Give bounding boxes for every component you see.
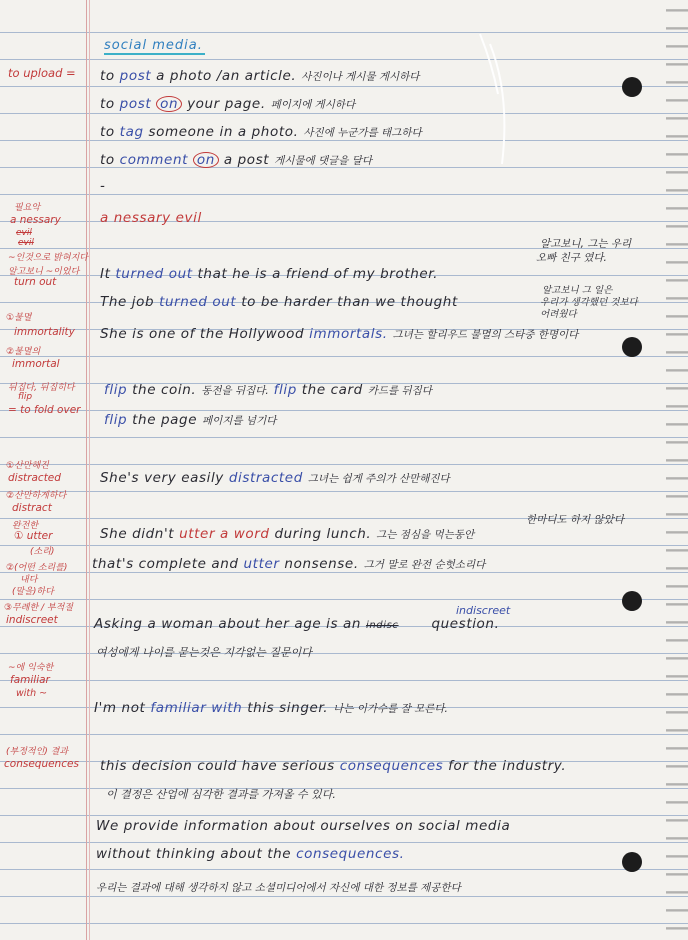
margin-note: ②불멸의 [6,347,41,357]
margin-note: (말을)하다 [12,587,54,597]
text: a photo /an article. [156,68,297,84]
margin-note: to upload = [8,66,76,80]
circled-preposition: on [193,152,219,168]
circled-preposition: on [156,96,182,112]
body-line [94,616,499,632]
body-line [100,152,372,168]
korean-translation: 그녀는 쉽게 주의가 산만해진다 [307,473,450,485]
body-line [92,556,485,572]
margin-note: consequences [4,758,79,770]
text: the page [132,412,198,428]
margin-note: 필요악 [14,203,41,213]
keyword: consequences [339,758,444,774]
text: to [100,96,115,112]
korean-translation: 동전을 뒤집다. [201,385,269,397]
body-line [104,412,276,428]
body-line [100,526,474,542]
text: The job [100,294,155,310]
text: for the industry. [448,758,567,774]
text: a post [223,152,270,168]
keyword: turned out [159,294,237,310]
korean-translation: 카드를 뒤집다 [367,385,432,397]
korean-translation: 게시물에 댓글을 달다 [274,155,373,167]
keyword: consequences. [296,846,405,862]
margin-note: ②(어떤 소리를) [6,563,68,573]
text: your page. [187,96,266,112]
body-line [100,294,458,310]
page-title: social media. [104,38,203,53]
margin-line [86,0,87,940]
text: She is one of the Hollywood [100,326,305,342]
text: It [100,266,111,282]
margin-note: 알고보니 ~이었다 [8,267,80,277]
text: that's complete and [92,556,239,572]
margin-note: ③무례한 / 부적절 [4,603,73,613]
margin-note: immortality [14,326,75,338]
text: I'm not [94,700,146,716]
margin-note: flip [18,392,33,402]
korean-translation: 그거 말로 완전 순헛소리다 [363,559,486,571]
margin-note: (부정적인) 결과 [6,747,69,757]
margin-note: ~에 익숙한 [8,663,54,673]
korean-translation: 우리는 결과에 대해 생각하지 않고 소셜미디어에서 자신에 대한 정보를 제공한다 [96,882,461,894]
body-line [100,68,419,84]
margin-note: ①산만해진 [6,461,49,471]
body-line [104,382,432,398]
margin-line-inner [89,0,90,940]
margin-note: 완전한 [12,521,39,531]
punch-hole [622,591,642,611]
margin-note: a nessary [10,214,61,226]
punch-hole [622,337,642,357]
text: to be harder than we thought [241,294,458,310]
keyword: post [119,96,152,112]
keyword: flip [104,412,128,428]
keyword: distracted [228,470,303,486]
korean-translation: 그는 점심을 먹는동안 [376,529,475,541]
side-note: 오빠 친구 였다. [536,252,607,264]
margin-note: (소리) [30,547,55,557]
margin-note: ②산만하게하다 [6,491,67,501]
side-note: 알고보니 그 일은 [542,285,613,296]
punch-hole [622,77,642,97]
margin-note: turn out [14,276,57,288]
text: this decision could have serious [100,758,335,774]
text: nonsense. [284,556,359,572]
margin-note: evil [18,238,34,248]
korean-translation: 그녀는 할리우드 불멸의 스타중 한명이다 [392,329,579,341]
margin-note: 내다 [20,575,38,585]
body-line [94,700,448,716]
keyword: tag [119,124,144,140]
text: to [100,68,115,84]
margin-note: distracted [8,472,61,484]
body-line: - [100,178,106,194]
body-line [100,758,566,774]
body-line [100,96,355,112]
korean-translation: 사진에 누군가를 태그하다 [303,127,422,139]
inserted-word: indiscreet [456,604,511,617]
pen-stroke-mark [468,24,528,174]
struck-word: indisc [365,620,399,631]
spiral-binding [666,0,688,940]
body-line: a nessary evil [100,210,202,226]
margin-note: immortal [12,358,60,370]
margin-note: with ~ [16,688,48,699]
side-note: 알고보니, 그는 우리 [540,238,632,250]
margin-note: ① utter [14,530,53,542]
text: without thinking about the [96,846,292,862]
keyword: flip [104,382,128,398]
keyword: turned out [115,266,193,282]
text: someone in a photo. [148,124,299,140]
keyword: flip [273,382,297,398]
body-line [100,266,438,282]
keyword: utter a word [179,526,270,542]
keyword: utter [243,556,280,572]
text: during lunch. [274,526,372,542]
punch-hole [622,852,642,872]
margin-note: indiscreet [6,614,58,626]
body-line: We provide information about ourselves on social media [96,818,511,834]
side-note: 한마디도 하지 않았다 [526,514,624,526]
keyword: immortals. [309,326,388,342]
text: to [100,152,115,168]
margin-note: distract [12,502,52,514]
text: to [100,124,115,140]
body-line [100,124,422,140]
text: that he is a friend of my brother. [197,266,439,282]
text: She's very easily [100,470,224,486]
margin-note: 뒤집다, 뒤집히다 [8,383,75,393]
side-note: 우리가 생각했던 것보다 [540,297,638,308]
text: question. [431,616,500,632]
text: this singer. [247,700,329,716]
korean-translation: 페이지를 넘기다 [202,415,277,427]
text: She didn't [100,526,175,542]
korean-translation: 나는 이가수를 잘 모른다. [333,703,448,715]
body-line [100,326,578,342]
text: the card [301,382,363,398]
text: Asking a woman about her age is an [94,616,362,632]
korean-translation: 사진이나 게시물 게시하다 [301,71,420,83]
body-line [100,470,450,486]
text: the coin. [132,382,197,398]
korean-translation: 페이지에 게시하다 [270,99,356,111]
keyword: comment [119,152,189,168]
body-line [96,846,405,862]
margin-note: = to fold over [8,404,81,416]
keyword: post [119,68,152,84]
margin-note: ~인것으로 밝혀지다 [8,253,88,263]
korean-translation: 이 결정은 산업에 심각한 결과를 가져올 수 있다. [106,788,336,801]
margin-note: evil [16,228,32,238]
side-note: 어려웠다 [540,309,577,320]
korean-translation: 여성에게 나이를 묻는것은 지각없는 질문이다 [96,646,312,659]
margin-note: ①불멸 [6,313,32,323]
keyword: familiar with [150,700,243,716]
margin-note: familiar [10,674,50,686]
